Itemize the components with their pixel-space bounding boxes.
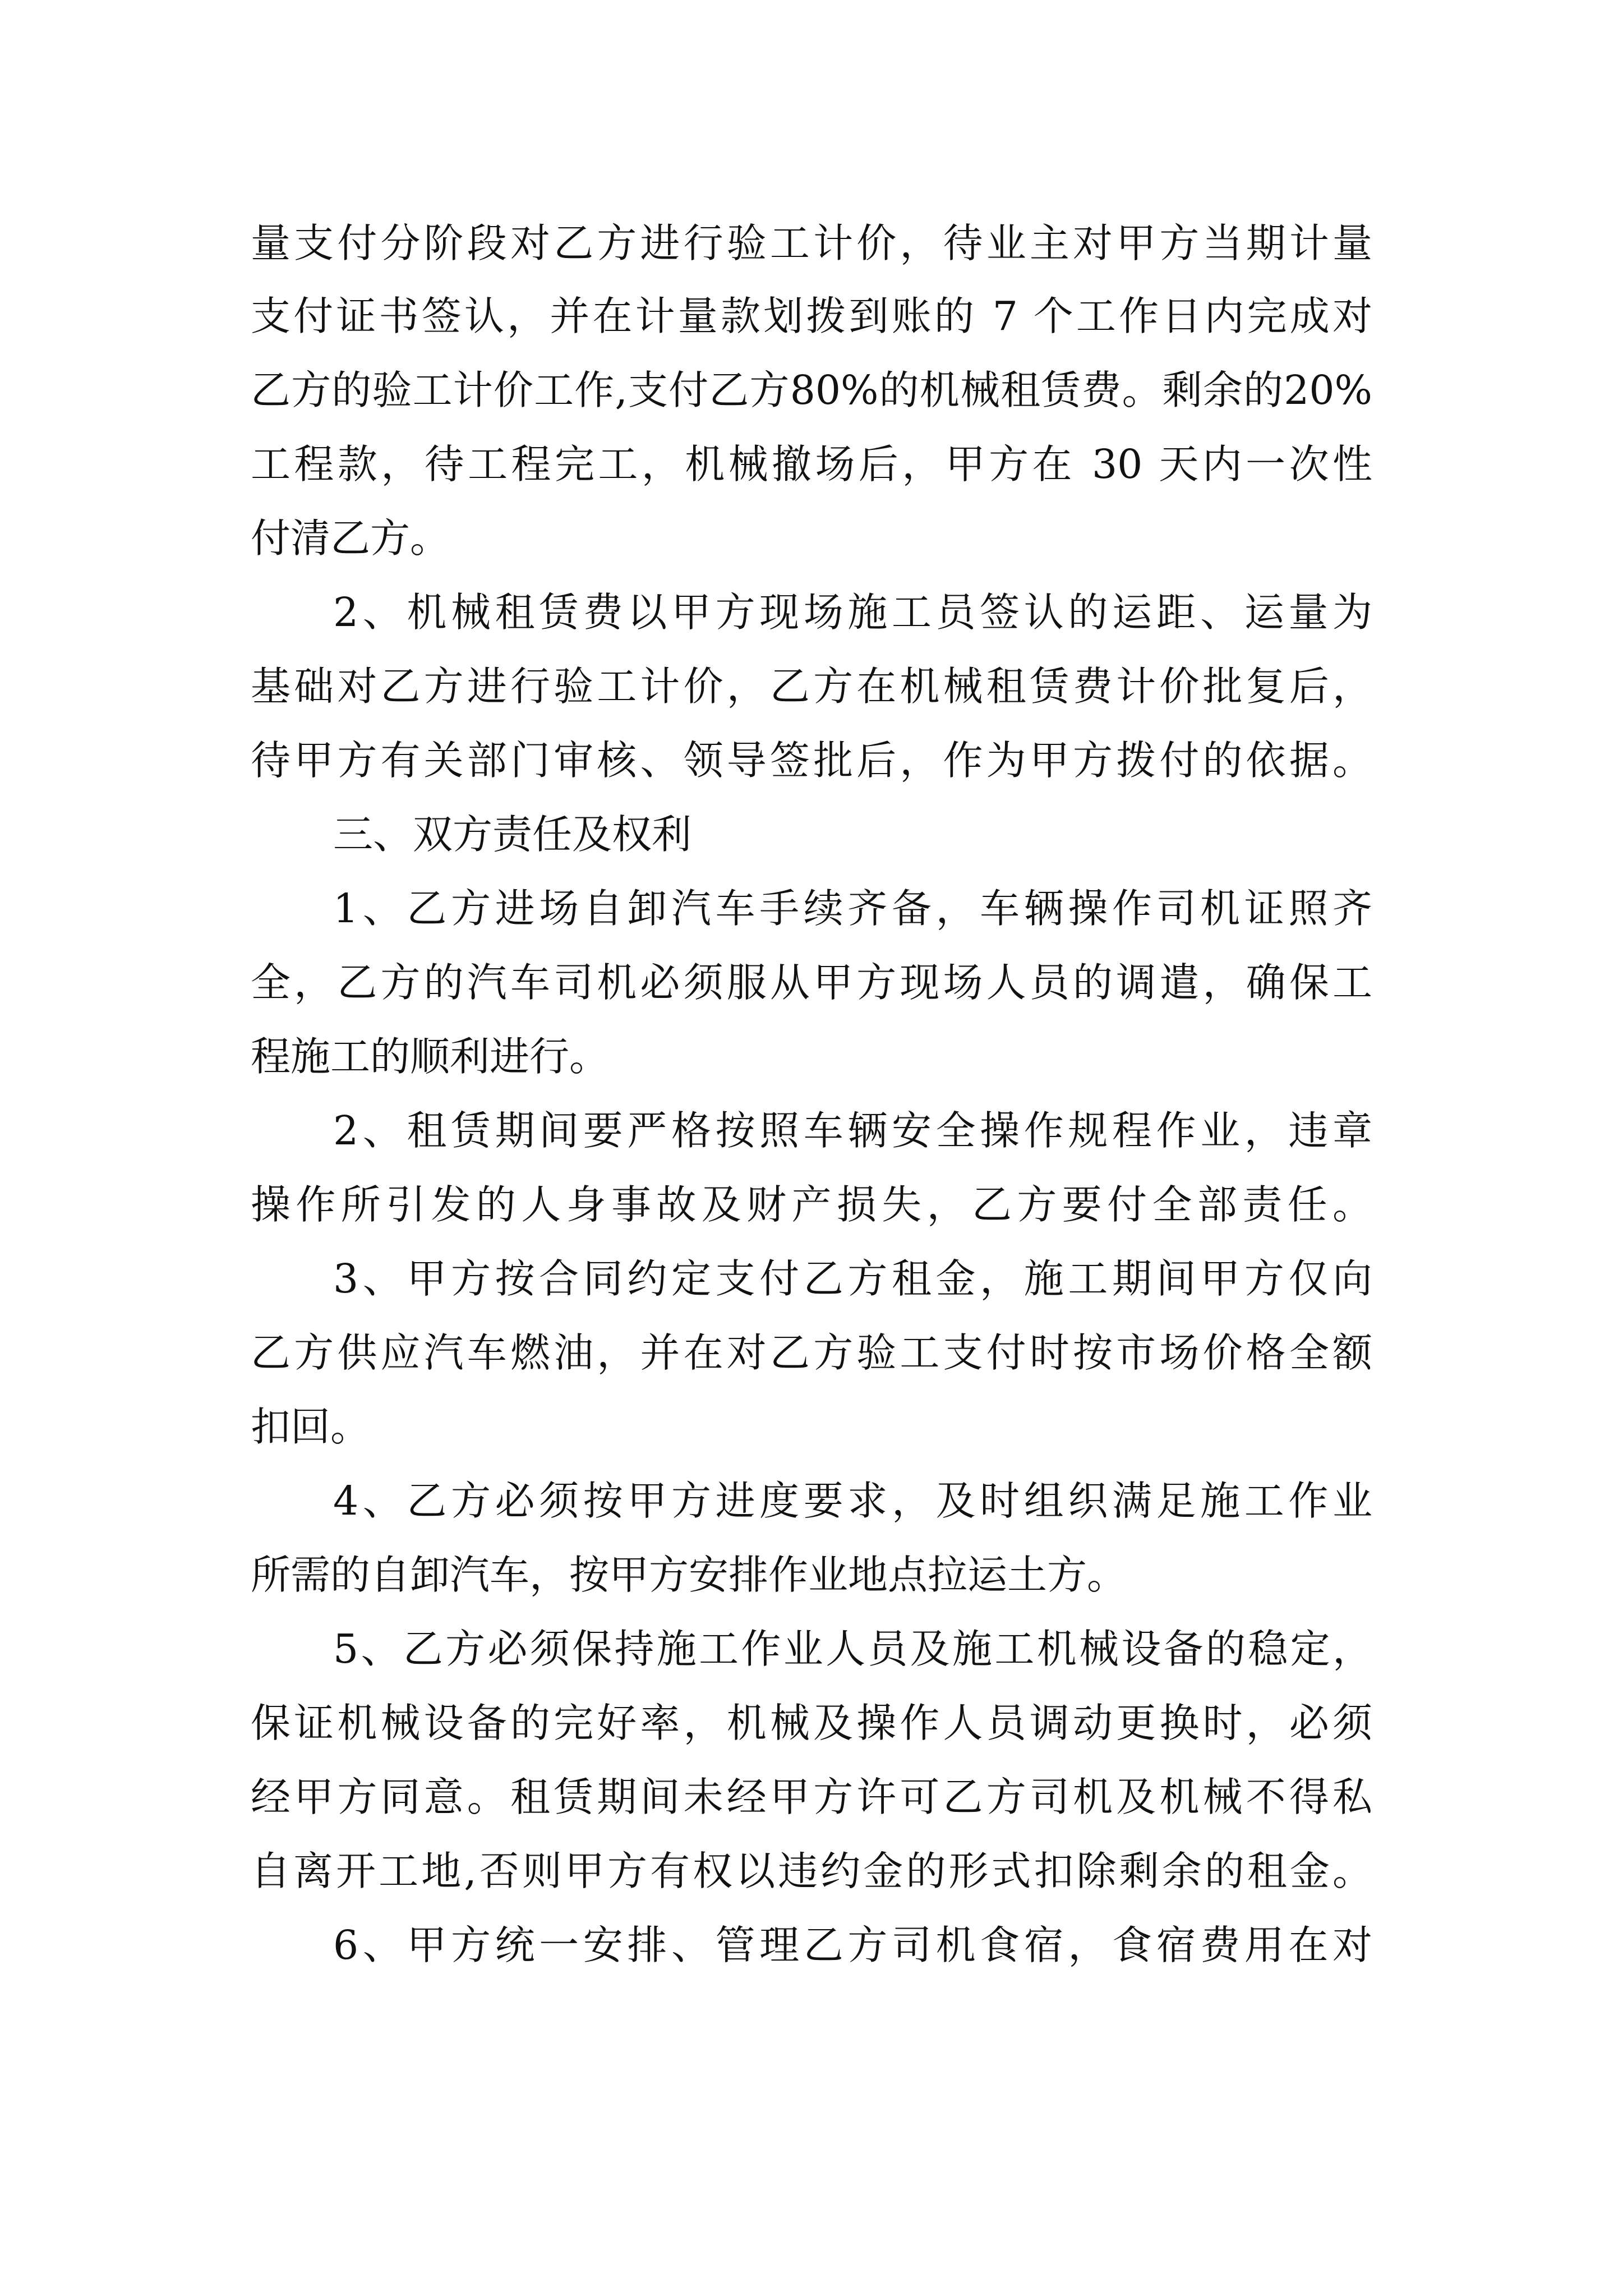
text-line: 扣回。 bbox=[251, 1404, 371, 1450]
paragraph-first-line: 3、甲方按合同约定支付乙方租金，施工期间甲方仅向 bbox=[333, 1255, 1372, 1302]
text-line: 所需的自卸汽车，按甲方安排作业地点拉运土方。 bbox=[251, 1552, 1127, 1598]
text-line: 乙方的验工计价工作,支付乙方80%的机械租赁费。剩余的20% bbox=[251, 367, 1372, 413]
text-line: 基础对乙方进行验工计价，乙方在机械租赁费计价批复后， bbox=[251, 663, 1372, 710]
text-line: 待甲方有关部门审核、领导签批后，作为甲方拨付的依据。 bbox=[251, 737, 1372, 784]
paragraph-first-line: 5、乙方必须保持施工作业人员及施工机械设备的稳定， bbox=[333, 1626, 1372, 1672]
text-line: 乙方供应汽车燃油，并在对乙方验工支付时按市场价格全额 bbox=[251, 1329, 1372, 1376]
text-line: 工程款，待工程完工，机械撤场后，甲方在 30 天内一次性 bbox=[251, 441, 1372, 487]
paragraph-first-line: 1、乙方进场自卸汽车手续齐备，车辆操作司机证照齐 bbox=[333, 885, 1372, 932]
text-line: 量支付分阶段对乙方进行验工计价，待业主对甲方当期计量 bbox=[251, 220, 1372, 266]
text-line: 程施工的顺利进行。 bbox=[251, 1033, 610, 1080]
text-line: 全，乙方的汽车司机必须服从甲方现场人员的调遣，确保工 bbox=[251, 959, 1372, 1006]
paragraph-first-line: 4、乙方必须按甲方进度要求，及时组织满足施工作业 bbox=[333, 1478, 1372, 1524]
paragraph-first-line: 6、甲方统一安排、管理乙方司机食宿，食宿费用在对 bbox=[333, 1922, 1372, 1968]
text-line: 付清乙方。 bbox=[251, 515, 450, 562]
paragraph-first-line: 2、机械租赁费以甲方现场施工员签认的运距、运量为 bbox=[333, 589, 1372, 636]
text-line: 操作所引发的人身事故及财产损失，乙方要付全部责任。 bbox=[251, 1181, 1372, 1228]
paragraph-first-line: 2、租赁期间要严格按照车辆安全操作规程作业，违章 bbox=[333, 1107, 1372, 1154]
section-heading: 三、双方责任及权利 bbox=[333, 811, 692, 858]
text-line: 经甲方同意。租赁期间未经甲方许可乙方司机及机械不得私 bbox=[251, 1774, 1372, 1820]
text-line: 自离开工地,否则甲方有权以违约金的形式扣除剩余的租金。 bbox=[251, 1848, 1372, 1894]
text-line: 保证机械设备的完好率，机械及操作人员调动更换时，必须 bbox=[251, 1700, 1372, 1746]
text-line: 支付证书签认，并在计量款划拨到账的 7 个工作日内完成对 bbox=[251, 293, 1372, 339]
